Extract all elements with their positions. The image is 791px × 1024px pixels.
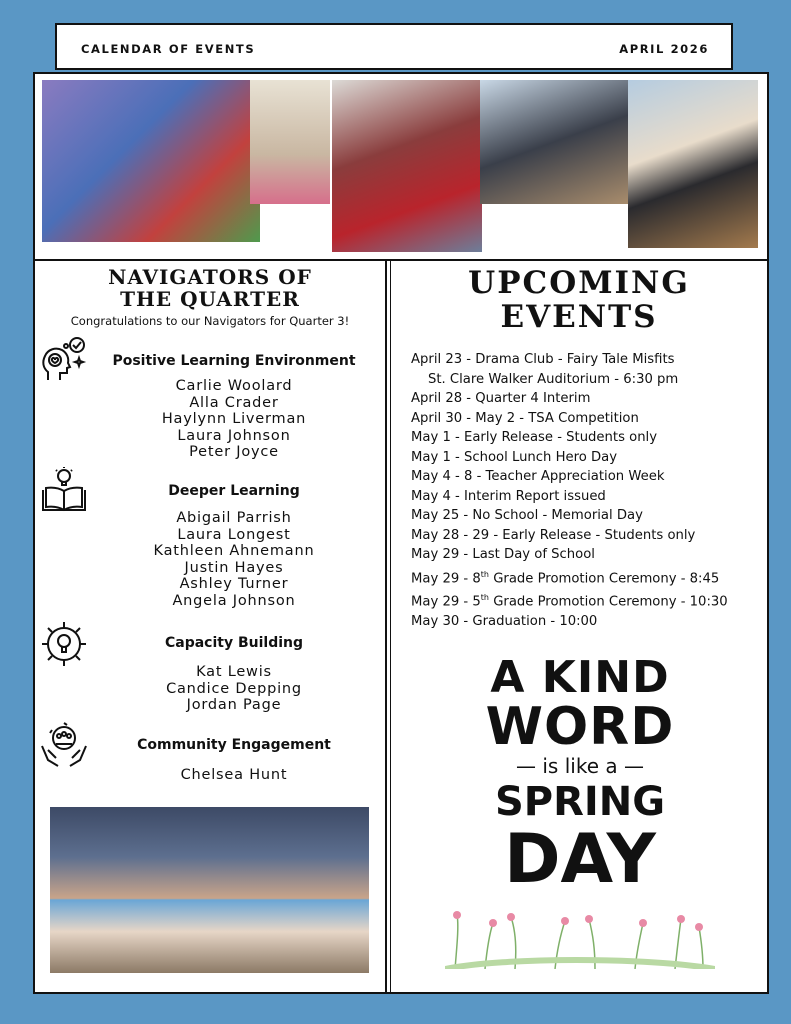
event-text: May 29 - 8 (411, 570, 481, 586)
title-line: NAVIGATORS OF (108, 265, 312, 289)
events-list (411, 350, 728, 632)
event-item: St. Clare Walker Auditorium - 6:30 pm (428, 371, 679, 387)
upcoming-events-title (392, 266, 766, 334)
navigator-name: Jordan Page (186, 697, 282, 714)
event-item (411, 588, 728, 612)
event-item: May 1 - School Lunch Hero Day (411, 449, 618, 465)
header-date: APRIL 2026 (619, 41, 709, 56)
quote-line: DAY (504, 820, 656, 899)
quote-text: is like a (542, 754, 618, 778)
column-divider (385, 261, 387, 992)
ordinal: th (480, 569, 489, 579)
navigator-name: Candice Depping (166, 680, 302, 697)
kind-word-graphic (440, 652, 720, 899)
classroom-photo-5 (628, 80, 758, 248)
event-item: May 4 - Interim Report issued (411, 488, 606, 504)
navigator-name: Haylynn Liverman (161, 411, 307, 428)
name-list (86, 664, 382, 714)
head-heart-icon (40, 336, 88, 384)
navigator-name: Laura Longest (177, 526, 291, 543)
quote-line: WORD (485, 697, 675, 757)
quote-line: — is like a — (516, 754, 644, 778)
event-text: Grade Promotion Ceremony - 8:45 (489, 570, 720, 586)
event-item (411, 565, 728, 589)
navigator-name: Angela Johnson (172, 592, 296, 609)
hands-community-icon (40, 720, 88, 768)
event-item: May 30 - Graduation - 10:00 (411, 614, 598, 630)
classroom-photo-4 (480, 80, 628, 204)
event-item: May 29 - Last Day of School (411, 547, 595, 562)
flowers-illustration (445, 905, 715, 969)
quote-line: SPRING (494, 779, 666, 825)
quote-line: A KIND (490, 652, 670, 703)
navigator-name: Alla Crader (189, 394, 279, 411)
event-item: May 1 - Early Release - Students only (411, 430, 658, 445)
navigator-name: Carlie Woolard (175, 378, 293, 394)
header-banner (55, 23, 733, 70)
category-title: Community Engagement (137, 737, 331, 753)
classroom-photo-1 (42, 80, 260, 242)
navigators-subtitle: Congratulations to our Navigators for Quarter 3! (70, 314, 350, 328)
event-item: April 23 - Drama Club - Fairy Tale Misfits (411, 352, 675, 367)
navigators-title (36, 266, 384, 310)
book-lightbulb-icon (40, 466, 88, 514)
navigator-name: Abigail Parrish (176, 510, 292, 526)
name-list (86, 378, 382, 461)
category-title: Deeper Learning (168, 483, 300, 499)
gear-lightbulb-icon (40, 620, 88, 668)
event-item: April 30 - May 2 - TSA Competition (411, 410, 639, 426)
navigator-name: Kat Lewis (196, 664, 272, 680)
event-item: May 25 - No School - Memorial Day (411, 508, 643, 523)
title-line: UPCOMING (468, 265, 690, 301)
event-item: April 28 - Quarter 4 Interim (411, 391, 591, 406)
navigator-name: Laura Johnson (177, 427, 291, 444)
event-item: May 28 - 29 - Early Release - Students only (411, 527, 696, 543)
navigator-name: Kathleen Ahnemann (153, 543, 315, 560)
name-list (86, 767, 382, 784)
event-text: Grade Promotion Ceremony - 10:30 (489, 594, 728, 610)
title-line: EVENTS (500, 299, 658, 335)
navigator-name: Justin Hayes (184, 559, 284, 576)
column-divider (390, 261, 391, 992)
classroom-photo-2 (250, 80, 330, 204)
navigator-name: Ashley Turner (179, 576, 289, 593)
category-title: Positive Learning Environment (112, 353, 356, 369)
category-title: Capacity Building (164, 635, 304, 651)
event-item: May 4 - 8 - Teacher Appreciation Week (411, 469, 665, 484)
navigator-name: Peter Joyce (189, 444, 279, 461)
title-line: THE QUARTER (120, 287, 300, 311)
ordinal: th (480, 593, 489, 603)
event-text: May 29 - 5 (411, 594, 481, 610)
navigators-group-photo (50, 807, 369, 973)
name-list (86, 510, 382, 610)
classroom-photo-3 (332, 80, 482, 252)
divider (35, 259, 767, 261)
header-title: CALENDAR OF EVENTS (81, 41, 256, 56)
navigator-name: Chelsea Hunt (180, 767, 288, 783)
